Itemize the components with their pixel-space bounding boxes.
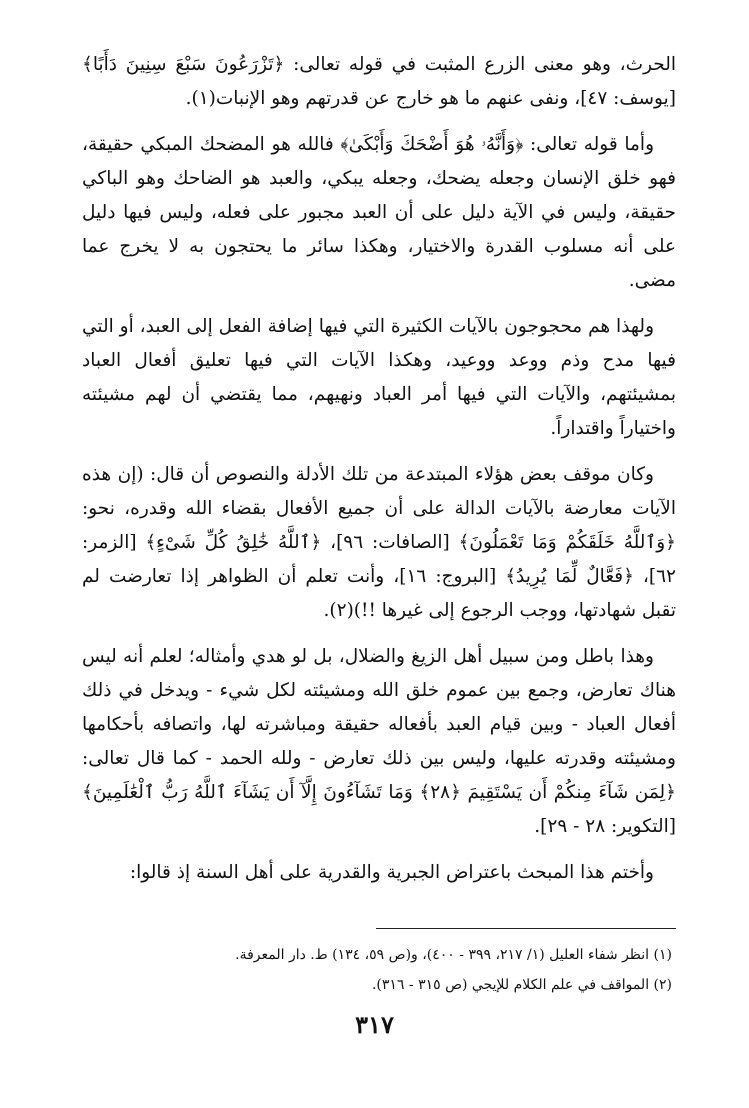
paragraph-5: وهذا باطل ومن سبيل أهل الزيغ والضلال، بل لو هدي وأمثاله؛ لعلم أنه ليس هناك تعارض، وجمع بين عموم خلق الله ومشيئته لكل شيء - ويدخل في ذلك أفعال العباد - وبين قيام العبد بأفعاله حقيقة ومباشرته لها، واتصافه بأحكامها ومشيئته وقدرته عليها، وليس بين ذلك تعارض - ولله الحمد - كما قال تعالى: ﴿لِمَن شَآءَ مِنكُمْ أَن يَسْتَقِيمَ ﴿٢٨﴾ وَمَا تَشَآءُونَ إِلَّآ أَن يَشَآءَ ٱللَّهُ رَبُّ ٱلْعَٰلَمِينَ﴾ [التكوير: ٢٨ - ٢٩]. — [82, 646, 676, 837]
paragraph-4: وكان موقف بعض هؤلاء المبتدعة من تلك الأدلة والنصوص أن قال: (إن هذه الآيات معارضة بالآيات الدالة على أن جميع الأفعال بقضاء الله وقدره، نحو: ﴿وَٱللَّهُ خَلَقَكُمْ وَمَا تَعْمَلُونَ﴾ [الصافات: ٩٦]، ﴿ٱللَّهُ خَٰلِقُ كُلِّ شَىْءٍ﴾ [الزمر: ٦٢]، ﴿فَعَّالٌ لِّمَا يُرِيدُ﴾ [البروج: ١٦]، وأنت تعلم أن الظواهر إذا تعارضت لم تقبل شهادتها، ووجب الرجوع إلى غيرها !!)(٢). — [82, 464, 676, 621]
paragraph-1: الحرث، وهو معنى الزرع المثبت في قوله تعالى: ﴿تَزْرَعُونَ سَبْعَ سِنِينَ دَأَبًا﴾ [يوسف: ٤٧]، ونفى عنهم ما هو خارج عن قدرتهم وهو الإنبات(١). — [82, 54, 676, 109]
page-number: ٣١٧ — [355, 1010, 394, 1039]
paragraph-6: وأختم هذا المبحث باعتراض الجبرية والقدرية على أهل السنة إذ قالوا: — [129, 862, 654, 883]
paragraph-2: وأما قوله تعالى: ﴿وَأَنَّهُۥ هُوَ أَضْحَكَ وَأَبْكَىٰ﴾ فالله هو المضحك المبكي حقيقة، فهو خلق الإنسان وجعله يضحك، وجعله يبكي، والعبد هو الضاحك وهو الباكي حقيقة، وليس في الآية دليل على أن العبد مجبور على فعله، وليس فيها دليل على أنه مسلوب القدرة والاختيار، وهكذا سائر ما يحتجون به لا يخرج عما مضى. — [82, 134, 676, 291]
paragraph-3: ولهذا هم محجوجون بالآيات الكثيرة التي فيها إضافة الفعل إلى العبد، أو التي فيها مدح وذم ووعد ووعيد، وهكذا الآيات التي فيها تعليق أفعال العباد بمشيئتهم، والآيات التي فيها أمر العباد ونهيهم، مما يقتضي أن لهم مشيئته واختياراً واقتداراً. — [82, 316, 676, 439]
footnote-divider — [376, 928, 676, 929]
main-text — [82, 48, 676, 902]
footnotes — [82, 940, 676, 1000]
footnote-2: (٢) المواقف في علم الكلام للإيجي (ص ٣١٥ - ٣١٦). — [371, 977, 672, 993]
footnote-1: (١) انظر شفاء العليل (١/ ٢١٧، ٣٩٩ - ٤٠٠)، و(ص ٥٩، ١٣٤) ط. دار المعرفة. — [235, 947, 672, 963]
